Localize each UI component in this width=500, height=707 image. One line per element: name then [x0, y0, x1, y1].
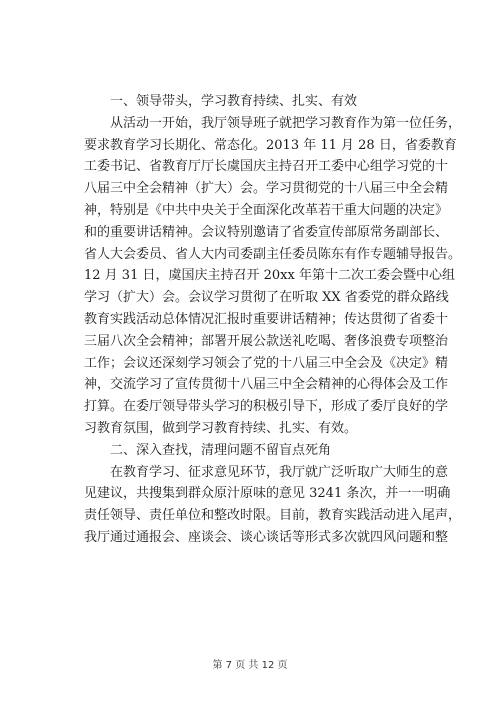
- paragraph-line: 神，特别是《中共中央关于全面深化改革若干重大问题的决定》: [84, 202, 449, 218]
- paragraph-line: 要求教育学习长期化、常态化。2013 年 11 月 28 日，省委教育: [84, 137, 457, 153]
- paragraph-line: 责任领导、责任单位和整改时限。目前，教育实践活动进入尾声，: [84, 508, 462, 524]
- paragraph-line: 三届八次全会精神；部署开展公款送礼吃喝、奢侈浪费专项整治: [84, 333, 449, 349]
- paragraph-line: 学习（扩大）会。会议学习贯彻了在听取 XX 省委党的群众路线: [84, 290, 449, 306]
- paragraph-line: 打算。在委厅领导带头学习的积极引导下，形成了委厅良好的学: [84, 399, 449, 415]
- paragraph-line: 工委书记、省教育厅厅长虞国庆主持召开工委中心组学习党的十: [84, 159, 449, 175]
- paragraph-line: 我厅通过通报会、座谈会、谈心谈话等形式多次就四风问题和整: [84, 529, 449, 545]
- document-body: [84, 91, 462, 549]
- paragraph-line: 12 月 31 日，虞国庆主持召开 20xx 年第十二次工委会暨中心组: [84, 268, 455, 284]
- paragraph-line: 在教育学习、征求意见环节，我厅就广泛听取广大师生的意: [110, 464, 449, 480]
- paragraph-line: 从活动一开始，我厅领导班子就把学习教育作为第一位任务，: [110, 115, 462, 131]
- section-heading-2: [84, 440, 420, 462]
- paragraph-line: 习教育氛围，做到学习教育持续、扎实、有效。: [84, 420, 358, 436]
- paragraph-line: 省人大会委员、省人大内司委副主任委员陈东有作专题辅导报告。: [84, 246, 462, 262]
- paragraph-line: 神，交流学习了宣传贯彻十八届三中全会精神的心得体会及工作: [84, 377, 449, 393]
- page-number-footer: 第 7 页 共 12 页: [212, 660, 288, 671]
- paragraph-line: 和的重要讲话精神。会议特别邀请了省委宣传部原常务副部长、: [84, 224, 449, 240]
- paragraph-line: 见建议，共搜集到群众原汁原味的意见 3241 条次，并一一明确: [84, 486, 451, 502]
- paragraph-2: [84, 462, 462, 549]
- heading-line: 一、领导带头，学习教育持续、扎实、有效: [110, 94, 358, 109]
- section-heading-1: [84, 91, 420, 113]
- heading-line: 二、深入查找，清理问题不留盲点死角: [110, 442, 332, 458]
- paragraph-1: [84, 113, 462, 440]
- paragraph-line: 工作；会议还深刻学习领会了党的十八届三中全会及《决定》精: [84, 355, 449, 371]
- paragraph-line: 教育实践活动总体情况汇报时重要讲话精神；传达贯彻了省委十: [84, 311, 449, 327]
- paragraph-line: 八届三中全会精神（扩大）会。学习贯彻党的十八届三中全会精: [84, 181, 449, 197]
